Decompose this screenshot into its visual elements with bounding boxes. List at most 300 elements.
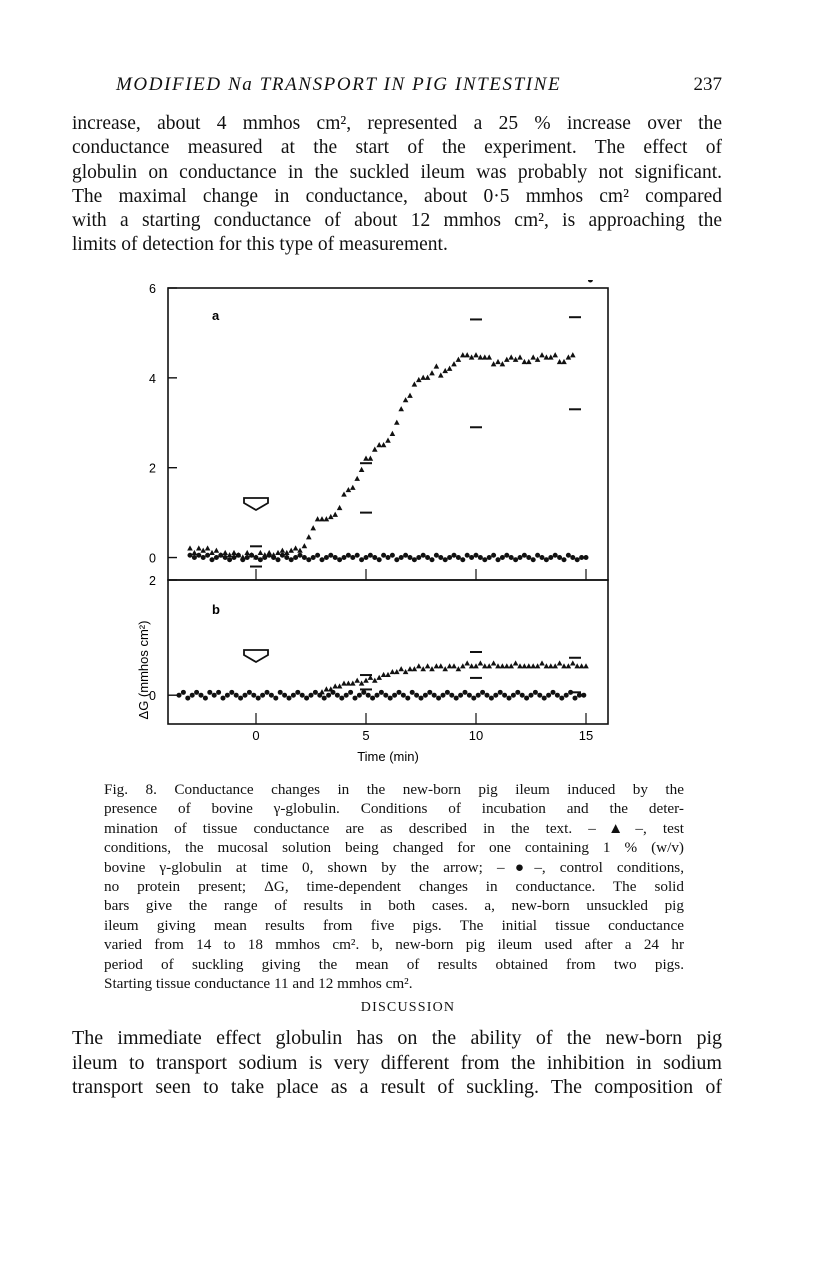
test-point	[359, 680, 365, 685]
control-point	[491, 553, 496, 558]
test-point	[482, 354, 488, 359]
test-point	[372, 447, 378, 452]
control-point	[397, 690, 402, 695]
control-point	[234, 693, 239, 698]
test-point	[407, 393, 413, 398]
control-point	[364, 555, 369, 560]
control-point	[214, 555, 219, 560]
test-point	[478, 660, 484, 665]
control-point	[309, 693, 314, 698]
test-point	[214, 548, 220, 553]
control-point	[333, 555, 338, 560]
test-point	[486, 663, 492, 668]
control-point	[249, 553, 254, 558]
control-point	[322, 696, 327, 701]
control-point	[414, 693, 419, 698]
text-line: increase, about 4 mmhos cm², represented a 25 % increase over the	[72, 113, 722, 134]
control-point	[282, 693, 287, 698]
control-point	[408, 555, 413, 560]
test-point	[447, 663, 453, 668]
control-point	[306, 557, 311, 562]
caption-line: no protein present; ΔG, time-dependent changes in conductance. The solid	[104, 878, 684, 896]
control-point	[478, 555, 483, 560]
test-point	[205, 545, 211, 550]
caption-line: mination of tissue conductance are as described in the text. –▲–, test	[104, 819, 684, 837]
caption-line: ileum giving mean results from five pigs. The initial tissue conductance	[104, 916, 684, 934]
control-point	[225, 693, 230, 698]
test-point	[574, 663, 580, 668]
test-point	[456, 357, 462, 362]
test-point	[381, 442, 387, 447]
control-point	[207, 690, 212, 695]
control-point	[243, 693, 248, 698]
test-point	[557, 359, 563, 364]
control-point	[313, 690, 318, 695]
control-point	[273, 696, 278, 701]
test-point	[561, 663, 567, 668]
panel-frame	[168, 288, 608, 580]
control-point	[529, 693, 534, 698]
x-axis-label: Time (min)	[357, 749, 419, 764]
test-point	[429, 666, 435, 671]
control-point	[562, 557, 567, 562]
test-point	[192, 550, 198, 555]
test-point	[583, 663, 589, 668]
test-point	[434, 663, 440, 668]
control-point	[218, 553, 223, 558]
caption-line: Fig. 8. Conductance changes in the new-born pig ileum induced by the	[104, 781, 684, 798]
test-point	[341, 491, 347, 496]
test-point	[376, 442, 382, 447]
control-point	[247, 690, 252, 695]
control-point	[238, 696, 243, 701]
test-point	[434, 363, 440, 368]
y-tick-label: 0	[149, 689, 156, 704]
control-point	[485, 693, 490, 698]
control-point	[262, 555, 267, 560]
control-point	[548, 555, 553, 560]
test-point	[372, 678, 378, 683]
control-point	[520, 693, 525, 698]
text-line: The maximal change in conductance, about 0·5 mmhos cm² compared	[72, 185, 722, 207]
control-point	[284, 555, 289, 560]
control-point	[245, 555, 250, 560]
control-point	[350, 555, 355, 560]
test-point	[385, 438, 391, 443]
control-point	[454, 696, 459, 701]
control-point	[460, 557, 465, 562]
control-point	[240, 557, 245, 562]
panel-frame	[168, 580, 608, 724]
control-point	[368, 553, 373, 558]
control-point	[423, 693, 428, 698]
test-point	[420, 666, 426, 671]
control-point	[280, 553, 285, 558]
control-point	[584, 555, 589, 560]
control-point	[216, 690, 221, 695]
test-point	[504, 663, 510, 668]
test-point	[398, 666, 404, 671]
control-point	[421, 553, 426, 558]
test-point	[363, 678, 369, 683]
test-point	[394, 669, 400, 674]
control-point	[449, 693, 454, 698]
test-point	[363, 456, 369, 461]
section-heading: DISCUSSION	[360, 1000, 456, 1015]
test-point	[570, 660, 576, 665]
test-point	[495, 359, 501, 364]
test-point	[535, 663, 541, 668]
test-point	[416, 663, 422, 668]
control-point	[581, 693, 586, 698]
test-point	[517, 663, 523, 668]
control-point	[377, 557, 382, 562]
control-point	[344, 693, 349, 698]
control-point	[192, 555, 197, 560]
test-point	[495, 663, 501, 668]
control-point	[265, 690, 270, 695]
control-point	[500, 555, 505, 560]
control-point	[489, 696, 494, 701]
test-point	[508, 663, 514, 668]
control-point	[317, 693, 322, 698]
control-point	[315, 553, 320, 558]
control-point	[278, 690, 283, 695]
control-point	[482, 557, 487, 562]
control-point	[289, 557, 294, 562]
globulin-arrow	[244, 498, 268, 510]
test-point	[332, 683, 338, 688]
panel-a	[149, 280, 608, 580]
control-point	[251, 693, 256, 698]
caption-line: bovine γ-globulin at time 0, shown by the arrow; –●–, control conditions,	[104, 858, 684, 876]
text-line: globulin on conductance in the suckled ileum was probably not significant.	[72, 161, 722, 183]
control-point	[392, 693, 397, 698]
test-point	[381, 672, 387, 677]
control-point	[559, 696, 564, 701]
test-point	[526, 663, 532, 668]
control-point	[410, 690, 415, 695]
control-point	[300, 693, 305, 698]
control-point	[320, 557, 325, 562]
control-point	[568, 690, 573, 695]
control-point	[291, 693, 296, 698]
page-header	[72, 74, 722, 102]
test-point	[500, 663, 506, 668]
y-tick-label: 2	[149, 461, 156, 476]
test-point	[354, 678, 360, 683]
control-point	[267, 553, 272, 558]
control-point	[188, 553, 193, 558]
control-point	[579, 555, 584, 560]
test-point	[482, 663, 488, 668]
control-point	[205, 553, 210, 558]
control-point	[298, 553, 303, 558]
control-point	[434, 553, 439, 558]
y-tick-label: 0	[149, 551, 156, 566]
control-point	[177, 693, 182, 698]
control-point	[401, 693, 406, 698]
control-point	[564, 693, 569, 698]
control-point	[465, 553, 470, 558]
control-point	[502, 693, 507, 698]
caption-line: period of suckling giving the mean of results obtained from two pigs.	[104, 955, 684, 973]
control-point	[194, 690, 199, 695]
test-point	[350, 485, 356, 490]
control-point	[480, 690, 485, 695]
y-tick-label: 4	[149, 371, 156, 386]
caption-line: bars give the range of results in both cases. a, new-born unsuckled pig	[104, 897, 684, 915]
control-point	[353, 696, 358, 701]
control-point	[463, 690, 468, 695]
control-point	[542, 696, 547, 701]
test-point	[350, 680, 356, 685]
control-point	[196, 553, 201, 558]
test-point	[394, 420, 400, 425]
test-point	[425, 663, 431, 668]
control-point	[190, 693, 195, 698]
test-point	[438, 372, 444, 377]
control-point	[504, 553, 509, 558]
control-point	[498, 690, 503, 695]
intro-paragraph	[72, 112, 722, 258]
test-point	[222, 550, 228, 555]
test-point	[544, 663, 550, 668]
control-point	[227, 557, 232, 562]
control-point	[546, 693, 551, 698]
control-point	[199, 693, 204, 698]
control-point	[339, 696, 344, 701]
control-point	[359, 557, 364, 562]
control-point	[276, 557, 281, 562]
x-tick-label: 5	[362, 728, 370, 743]
control-point	[551, 690, 556, 695]
control-point	[335, 693, 340, 698]
test-point	[429, 370, 435, 375]
control-point	[324, 555, 329, 560]
test-point	[513, 660, 519, 665]
page-number: 237	[693, 74, 722, 95]
control-point	[540, 555, 545, 560]
text-line: limits of detection for this type of measurement.	[72, 234, 448, 256]
text-line: ileum to transport sodium is very different from the inhibition in sodium	[72, 1051, 722, 1074]
control-point	[295, 690, 300, 695]
test-point	[390, 669, 396, 674]
control-point	[533, 690, 538, 695]
control-point	[496, 557, 501, 562]
test-point	[464, 660, 470, 665]
control-point	[210, 557, 215, 562]
control-point	[258, 557, 263, 562]
test-point	[341, 680, 347, 685]
test-point	[258, 550, 264, 555]
test-point	[570, 352, 576, 357]
running-title: MODIFIED Na TRANSPORT IN PIG INTESTINE	[116, 74, 562, 95]
control-point	[537, 693, 542, 698]
control-point	[386, 555, 391, 560]
test-point	[464, 352, 470, 357]
test-point	[368, 456, 374, 461]
control-point	[544, 557, 549, 562]
y-tick-label: 2	[149, 574, 156, 588]
figure-8-chart	[120, 280, 620, 770]
test-point	[390, 431, 396, 436]
control-point	[403, 553, 408, 558]
test-point	[412, 666, 418, 671]
control-point	[458, 693, 463, 698]
control-point	[588, 280, 593, 283]
control-point	[405, 696, 410, 701]
test-point	[280, 548, 286, 553]
test-point	[324, 686, 330, 691]
test-point	[438, 663, 444, 668]
test-point	[310, 525, 316, 530]
control-point	[513, 557, 518, 562]
test-point	[244, 550, 250, 555]
control-point	[573, 696, 578, 701]
caption-line: varied from 14 to 18 mmhos cm². b, new-born pig ileum used after a 24 hr	[104, 936, 684, 954]
test-point	[420, 375, 426, 380]
control-point	[361, 690, 366, 695]
control-point	[416, 555, 421, 560]
control-point	[447, 555, 452, 560]
test-point	[522, 359, 528, 364]
control-point	[287, 696, 292, 701]
control-point	[355, 553, 360, 558]
control-point	[390, 553, 395, 558]
test-point	[552, 352, 558, 357]
control-point	[375, 693, 380, 698]
test-point	[557, 660, 563, 665]
caption-line: presence of bovine γ-globulin. Conditions of incubation and the deter-	[104, 800, 684, 818]
test-point	[407, 666, 413, 671]
test-point	[315, 516, 321, 521]
control-point	[511, 693, 516, 698]
text-line: with a starting conductance of about 12 mmhos cm², is approaching the	[72, 210, 722, 232]
test-point	[451, 663, 457, 668]
control-point	[379, 690, 384, 695]
panel-label: a	[212, 308, 220, 323]
control-point	[436, 696, 441, 701]
control-point	[441, 693, 446, 698]
test-point	[460, 352, 466, 357]
control-point	[471, 696, 476, 701]
control-point	[487, 555, 492, 560]
control-point	[467, 693, 472, 698]
control-point	[348, 690, 353, 695]
control-point	[476, 693, 481, 698]
globulin-arrow	[244, 650, 268, 662]
control-point	[531, 557, 536, 562]
control-point	[419, 696, 424, 701]
control-point	[507, 696, 512, 701]
control-point	[570, 555, 575, 560]
test-point	[530, 663, 536, 668]
control-point	[370, 696, 375, 701]
test-point	[552, 663, 558, 668]
control-point	[515, 690, 520, 695]
control-point	[509, 555, 514, 560]
control-point	[456, 555, 461, 560]
test-point	[293, 545, 299, 550]
test-point	[319, 516, 325, 521]
control-point	[311, 555, 316, 560]
control-point	[203, 696, 208, 701]
caption-line: Starting tissue conductance 11 and 12 mmhos cm².	[104, 975, 413, 993]
control-point	[269, 693, 274, 698]
control-point	[452, 553, 457, 558]
test-point	[425, 375, 431, 380]
test-point	[548, 663, 554, 668]
test-point	[486, 354, 492, 359]
control-point	[293, 555, 298, 560]
x-tick-label: 0	[252, 728, 260, 743]
test-point	[231, 550, 237, 555]
control-point	[337, 557, 342, 562]
panel-label: b	[212, 602, 220, 617]
test-point	[491, 660, 497, 665]
test-point	[561, 359, 567, 364]
control-point	[388, 696, 393, 701]
test-point	[385, 672, 391, 677]
test-point	[460, 663, 466, 668]
control-point	[254, 555, 259, 560]
text-line: The immediate effect globulin has on the ability of the new-born pig	[72, 1027, 722, 1049]
test-point	[451, 361, 457, 366]
test-point	[539, 660, 545, 665]
x-tick-label: 15	[578, 728, 594, 743]
control-point	[342, 555, 347, 560]
control-point	[383, 693, 388, 698]
control-point	[438, 555, 443, 560]
test-point	[337, 505, 343, 510]
control-point	[185, 696, 190, 701]
control-point	[524, 696, 529, 701]
text-line: conductance measured at the start of the experiment. The effect of	[72, 137, 722, 159]
x-tick-label: 10	[468, 728, 484, 743]
control-point	[430, 557, 435, 562]
control-point	[575, 557, 580, 562]
test-point	[354, 476, 360, 481]
control-point	[474, 553, 479, 558]
control-point	[425, 555, 430, 560]
control-point	[260, 693, 265, 698]
test-point	[456, 666, 462, 671]
control-point	[331, 690, 336, 695]
control-point	[236, 553, 241, 558]
control-point	[212, 693, 217, 698]
control-point	[181, 690, 186, 695]
test-point	[473, 663, 479, 668]
control-point	[302, 555, 307, 560]
control-point	[372, 555, 377, 560]
control-point	[555, 693, 560, 698]
control-point	[357, 693, 362, 698]
test-point	[302, 543, 308, 548]
test-point	[412, 381, 418, 386]
control-point	[381, 553, 386, 558]
y-axis-label: ΔG (mmhos cm²)	[136, 620, 151, 720]
control-point	[526, 555, 531, 560]
test-point	[187, 545, 193, 550]
control-point	[304, 696, 309, 701]
control-point	[469, 555, 474, 560]
figure-caption	[104, 780, 684, 993]
discussion-paragraph	[72, 1026, 722, 1100]
test-point	[526, 359, 532, 364]
y-tick-label: 6	[149, 282, 156, 296]
test-point	[579, 663, 585, 668]
